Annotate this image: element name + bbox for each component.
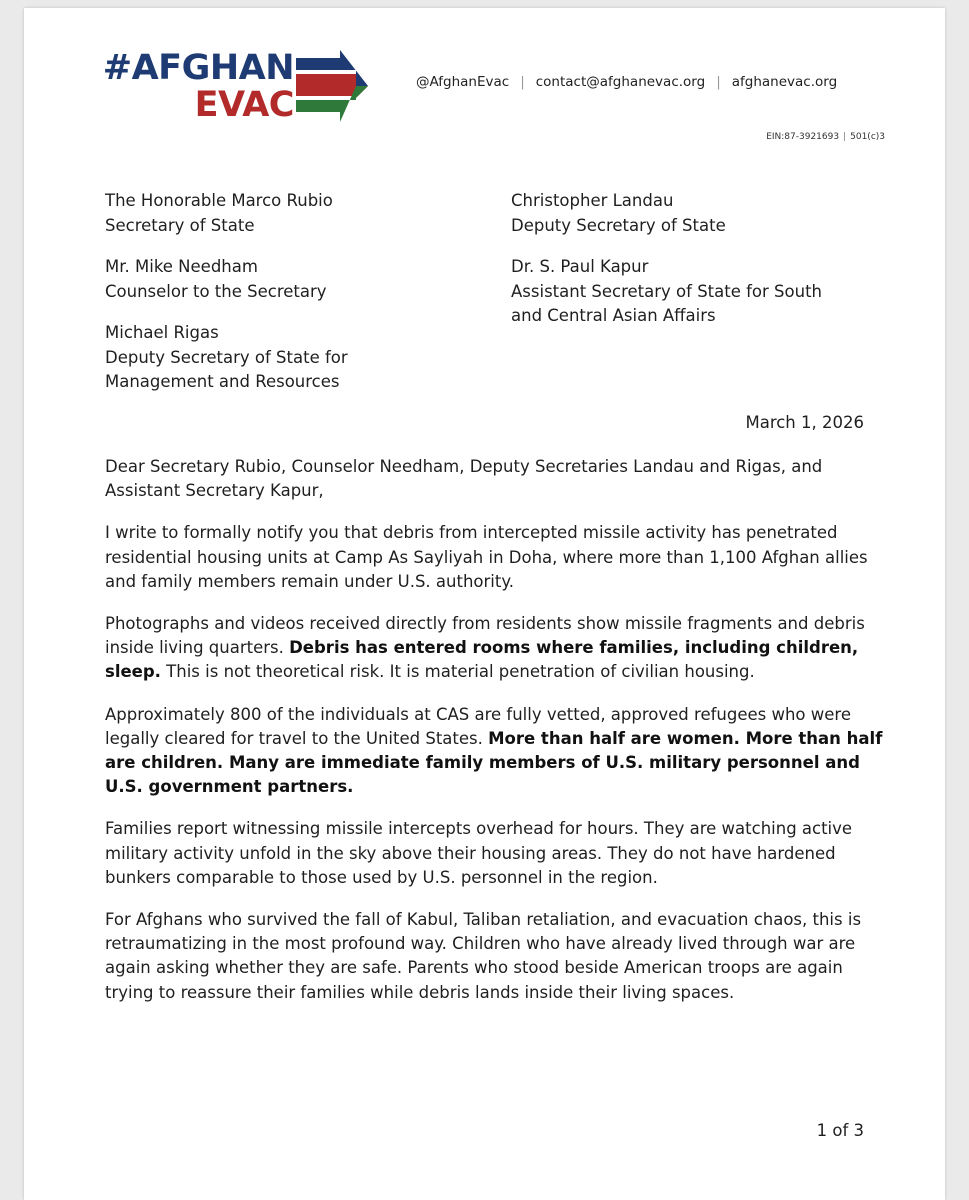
contact-bar	[416, 74, 837, 90]
recipient-name: Dr. S. Paul Kapur	[511, 257, 649, 276]
recipient-name: The Honorable Marco Rubio	[105, 191, 333, 210]
contact-email[interactable]: contact@afghanevac.org	[535, 74, 706, 90]
recipient-title: Counselor to the Secretary	[105, 281, 327, 301]
afghanevac-logo	[90, 48, 370, 134]
salutation: Dear Secretary Rubio, Counselor Needham, Deputy Secretaries Landau and Rigas, and Assistant Secretary Kapur,	[105, 457, 823, 501]
emphasis-text: Debris has entered rooms where families, including children, sleep.	[105, 638, 859, 682]
paragraph-text: This is not theoretical risk. It is material penetration of civilian housing.	[160, 662, 755, 682]
ein-line	[766, 132, 885, 142]
letter-body	[105, 455, 885, 1023]
logo-wordmark-line2: EVAC	[194, 85, 294, 125]
tax-status: 501(c)3	[850, 132, 885, 142]
recipient-block	[105, 255, 348, 304]
paragraph-text: Families report witnessing missile intercepts overhead for hours. They are watching active military activity unfold in the sky above their housing areas. They do not have hardened bunkers comparable to those used by U.S. personnel in the region.	[105, 819, 853, 887]
divider: |	[520, 74, 525, 90]
paragraph	[105, 521, 885, 594]
ein-number: EIN:87-3921693	[766, 132, 840, 142]
letter-date: March 1, 2026	[745, 413, 864, 432]
recipient-block	[105, 321, 348, 395]
paragraph	[105, 817, 885, 890]
recipient-title: Deputy Secretary of State for	[105, 347, 348, 367]
divider: |	[716, 74, 721, 90]
recipients-right-column	[511, 189, 822, 346]
divider: |	[843, 132, 847, 142]
paragraph	[105, 908, 885, 1005]
recipient-name: Mr. Mike Needham	[105, 257, 258, 276]
letter-page	[24, 8, 945, 1200]
page-number: 1 of 3	[816, 1121, 864, 1140]
recipient-name: Michael Rigas	[105, 323, 219, 342]
emphasis-text: More than half are women. More than half are children. Many are immediate family members of U.S. military personnel and U.S. government partners.	[105, 728, 883, 797]
recipient-block	[105, 189, 348, 238]
paragraph	[105, 612, 885, 685]
recipient-title: Assistant Secretary of State for South	[511, 281, 823, 301]
recipient-block	[511, 255, 822, 329]
paragraph-text: I write to formally notify you that debris from intercepted missile activity has penetrated residential housing units at Camp As Sayliyah in Doha, where more than 1,100 Afghan allies and family members remain under U.S. authority.	[105, 523, 868, 591]
tricolor-arrow-icon	[296, 48, 368, 124]
paragraph-text: Approximately 800 of the individuals at CAS are fully vetted, approved refugees who were legally cleared for travel to the United States.	[105, 704, 851, 748]
website-link[interactable]: afghanevac.org	[731, 74, 838, 90]
recipients-left-column	[105, 189, 348, 412]
paragraph-text: Photographs and videos received directly from residents show missile fragments and debris inside living quarters.	[105, 614, 865, 658]
social-handle[interactable]: @AfghanEvac	[416, 74, 510, 90]
recipient-title-cont: and Central Asian Affairs	[511, 306, 716, 325]
paragraph-text: For Afghans who survived the fall of Kabul, Taliban retaliation, and evacuation chaos, this is retraumatizing in the most profound way. Children who have already lived through war are again asking whether they are safe. Parents who stood beside American troops are again trying to reassure their families while debris lands inside their living spaces.	[105, 910, 862, 1002]
recipient-block	[511, 189, 822, 238]
recipient-title: Deputy Secretary of State	[511, 215, 726, 235]
logo-wordmark-line1: #AFGHAN	[102, 48, 294, 88]
recipient-name: Christopher Landau	[511, 191, 674, 210]
recipient-title: Secretary of State	[105, 215, 255, 235]
recipient-title-cont: Management and Resources	[105, 372, 340, 391]
paragraph	[105, 703, 885, 800]
